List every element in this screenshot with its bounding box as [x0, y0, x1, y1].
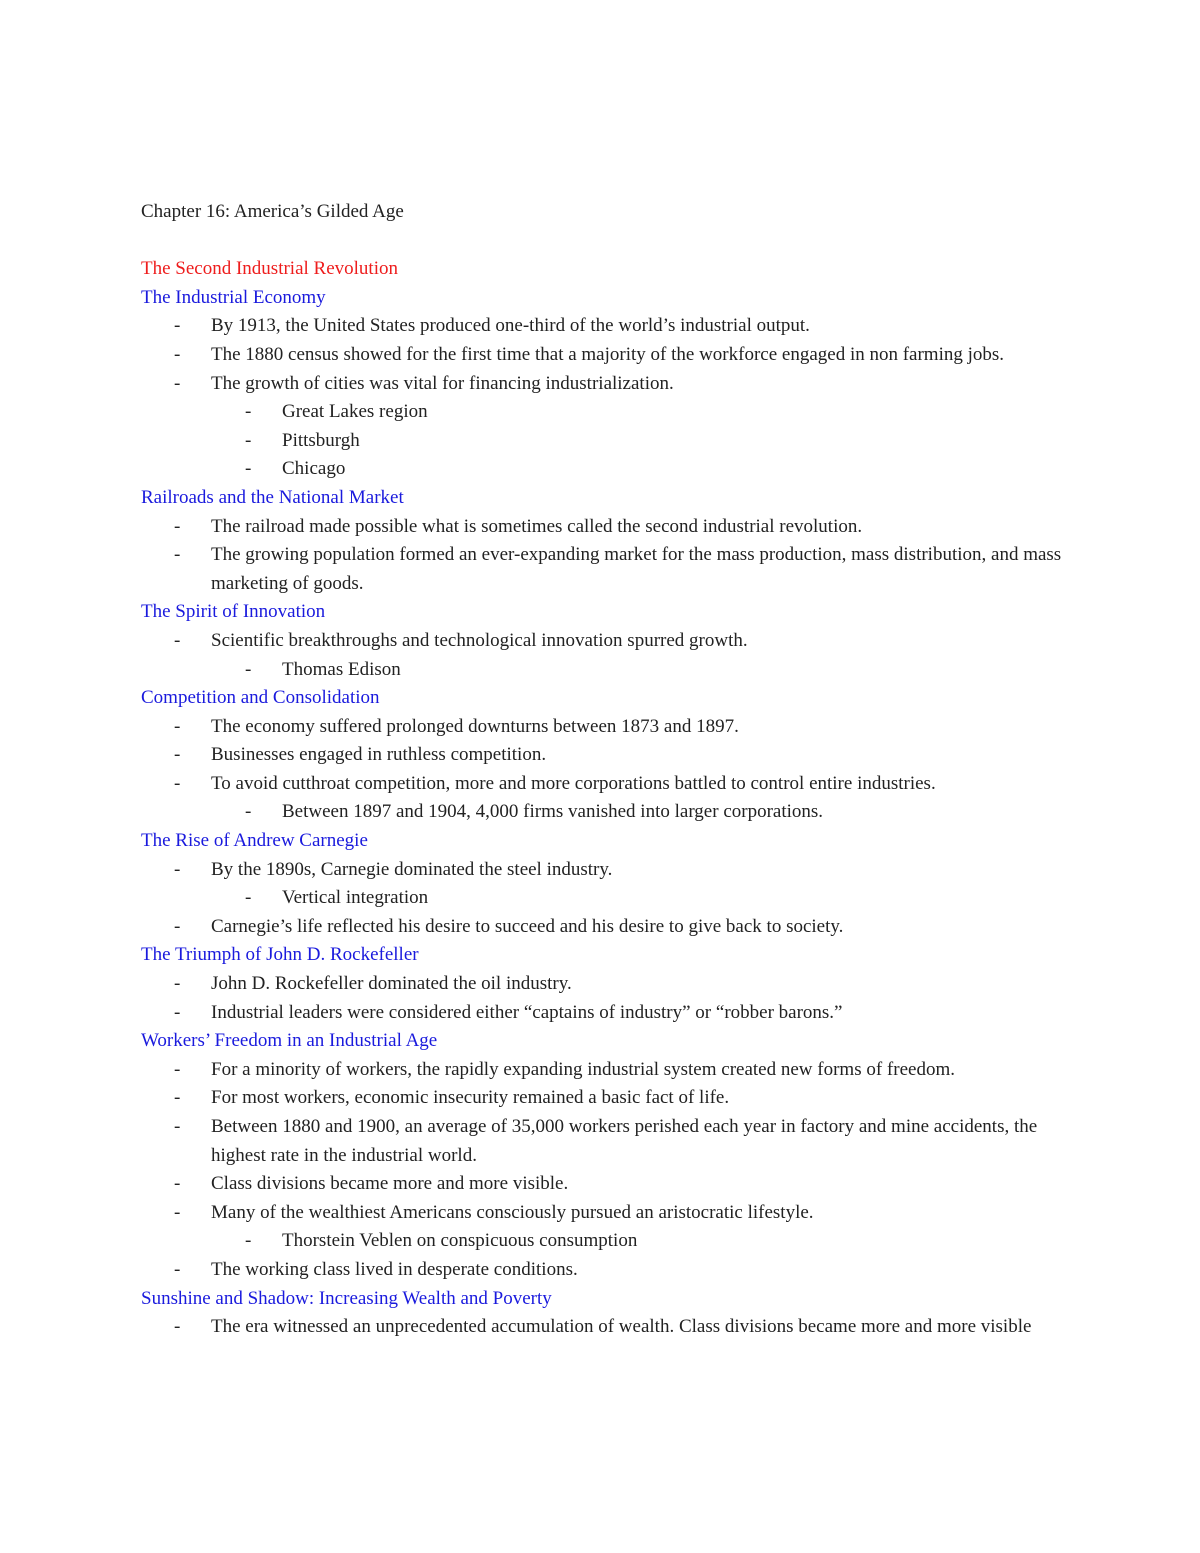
bullet-text: The era witnessed an unprecedented accumulation of wealth. Class divisions became more and more visible	[211, 1316, 1032, 1338]
bullet-list	[141, 513, 1071, 599]
bullet-item	[141, 1170, 1071, 1199]
bullet-text: For a minority of workers, the rapidly expanding industrial system created new forms of freedom.	[211, 1058, 955, 1080]
section-heading: Competition and Consolidation	[141, 687, 380, 709]
bullet-text: Thorstein Veblen on conspicuous consumption	[282, 1230, 638, 1252]
bullet-text: Class divisions became more and more visible.	[211, 1173, 569, 1195]
bullet-item	[141, 713, 1071, 742]
section-heading: Railroads and the National Market	[141, 486, 404, 508]
section-heading: Sunshine and Shadow: Increasing Wealth and Poverty	[141, 1287, 552, 1309]
dash-bullet-icon: -	[174, 1258, 181, 1280]
dash-bullet-icon: -	[174, 715, 181, 737]
bullet-item	[141, 970, 1071, 999]
bullet-item	[141, 627, 1071, 656]
dash-bullet-icon: -	[174, 1058, 181, 1080]
bullet-item	[141, 913, 1071, 942]
bullet-text: By 1913, the United States produced one-third of the world’s industrial output.	[211, 315, 810, 337]
bullet-text: By the 1890s, Carnegie dominated the steel industry.	[211, 858, 613, 880]
document-page	[141, 198, 1071, 1342]
dash-bullet-icon: -	[174, 372, 181, 394]
bullet-item	[141, 741, 1071, 770]
bullet-text: The economy suffered prolonged downturns between 1873 and 1897.	[211, 715, 739, 737]
bullet-item	[141, 541, 1071, 598]
sub-bullet-item	[141, 798, 1071, 827]
dash-bullet-icon: -	[174, 973, 181, 995]
sub-bullet-item	[141, 1227, 1071, 1256]
dash-bullet-icon: -	[245, 801, 252, 823]
bullet-text: The 1880 census showed for the first time that a majority of the workforce engaged in non farming jobs.	[211, 343, 1005, 365]
bullet-list	[141, 970, 1071, 1027]
bullet-text: John D. Rockefeller dominated the oil industry.	[211, 973, 572, 995]
section-heading: Workers’ Freedom in an Industrial Age	[141, 1030, 438, 1052]
dash-bullet-icon: -	[174, 1087, 181, 1109]
sub-bullet-item	[141, 427, 1071, 456]
dash-bullet-icon: -	[174, 915, 181, 937]
bullet-text: Pittsburgh	[282, 429, 360, 451]
dash-bullet-icon: -	[245, 401, 252, 423]
section-heading: The Rise of Andrew Carnegie	[141, 830, 368, 852]
dash-bullet-icon: -	[245, 1230, 252, 1252]
sub-bullet-item	[141, 398, 1071, 427]
bullet-item	[141, 370, 1071, 399]
dash-bullet-icon: -	[174, 744, 181, 766]
bullet-item	[141, 1256, 1071, 1285]
dash-bullet-icon: -	[174, 1173, 181, 1195]
bullet-item	[141, 1113, 1071, 1170]
bullet-item	[141, 312, 1071, 341]
bullet-list	[141, 627, 1071, 684]
dash-bullet-icon: -	[174, 858, 181, 880]
bullet-text: The railroad made possible what is sometimes called the second industrial revolution.	[211, 515, 863, 537]
bullet-item	[141, 856, 1071, 885]
bullet-text: Between 1897 and 1904, 4,000 firms vanished into larger corporations.	[282, 801, 824, 823]
bullet-list	[141, 1056, 1071, 1285]
bullet-text: The working class lived in desperate conditions.	[211, 1258, 578, 1280]
dash-bullet-icon: -	[174, 515, 181, 537]
dash-bullet-icon: -	[245, 429, 252, 451]
dash-bullet-icon: -	[174, 1201, 181, 1223]
dash-bullet-icon: -	[174, 1116, 181, 1137]
bullet-text: Chicago	[282, 458, 346, 480]
bullet-text: To avoid cutthroat competition, more and more corporations battled to control entire industries.	[211, 772, 936, 794]
bullet-item	[141, 770, 1071, 799]
section-heading: The Industrial Economy	[141, 286, 326, 308]
section-heading: The Triumph of John D. Rockefeller	[141, 944, 419, 966]
bullet-text: Carnegie’s life reflected his desire to succeed and his desire to give back to society.	[211, 915, 844, 937]
bullet-item	[141, 341, 1071, 370]
bullet-text: Thomas Edison	[282, 658, 401, 680]
sub-bullet-item	[141, 455, 1071, 484]
dash-bullet-icon: -	[174, 343, 181, 365]
dash-bullet-icon: -	[174, 629, 181, 651]
bullet-text: Vertical integration	[282, 887, 429, 909]
section-heading: The Second Industrial Revolution	[141, 258, 398, 280]
sub-bullet-item	[141, 884, 1071, 913]
bullet-list	[141, 856, 1071, 942]
bullet-text: Between 1880 and 1900, an average of 35,000 workers perished each year in factory and mine accidents, the highest rate in the industrial world.	[211, 1116, 1038, 1166]
bullet-text: The growth of cities was vital for financing industrialization.	[211, 372, 674, 394]
blank-line	[141, 227, 1071, 256]
bullet-item	[141, 1313, 1071, 1342]
bullet-item	[141, 1056, 1071, 1085]
dash-bullet-icon: -	[245, 658, 252, 680]
dash-bullet-icon: -	[174, 315, 181, 337]
dash-bullet-icon: -	[174, 544, 181, 566]
dash-bullet-icon: -	[245, 458, 252, 480]
bullet-text: For most workers, economic insecurity remained a basic fact of life.	[211, 1087, 730, 1109]
dash-bullet-icon: -	[174, 772, 181, 794]
bullet-text: Industrial leaders were considered either “captains of industry” or “robber barons.”	[211, 1001, 843, 1023]
bullet-list	[141, 1313, 1071, 1342]
bullet-item	[141, 999, 1071, 1028]
bullet-text: Many of the wealthiest Americans consciously pursued an aristocratic lifestyle.	[211, 1201, 814, 1223]
dash-bullet-icon: -	[245, 887, 252, 909]
bullet-text: The growing population formed an ever-expanding market for the mass production, mass distribution, and mass marketing of goods.	[211, 544, 1062, 594]
bullet-list	[141, 312, 1071, 484]
dash-bullet-icon: -	[174, 1316, 181, 1338]
bullet-item	[141, 513, 1071, 542]
dash-bullet-icon: -	[174, 1001, 181, 1023]
document-title: Chapter 16: America’s Gilded Age	[141, 201, 404, 222]
bullet-item	[141, 1199, 1071, 1228]
bullet-text: Scientific breakthroughs and technological innovation spurred growth.	[211, 629, 748, 651]
bullet-list	[141, 713, 1071, 827]
section-heading: The Spirit of Innovation	[141, 601, 326, 623]
sub-bullet-item	[141, 656, 1071, 685]
bullet-text: Great Lakes region	[282, 401, 428, 423]
document-body	[141, 255, 1071, 1342]
bullet-text: Businesses engaged in ruthless competition.	[211, 744, 547, 766]
bullet-item	[141, 1084, 1071, 1113]
